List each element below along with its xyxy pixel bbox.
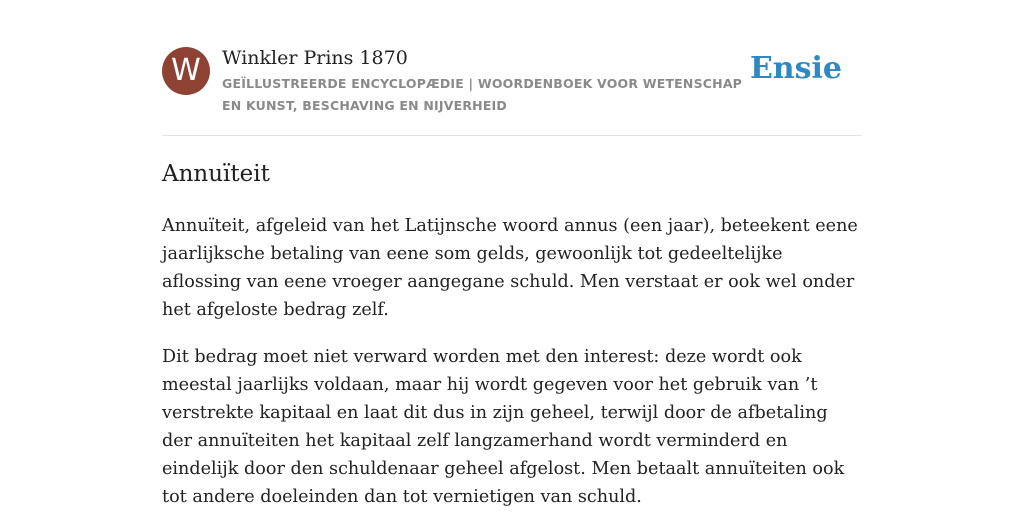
ensie-logo[interactable]: Ensie <box>749 51 842 86</box>
article-title: Annuïteit <box>162 161 270 187</box>
header-divider <box>162 135 862 136</box>
source-title[interactable]: Winkler Prins 1870 <box>222 47 408 69</box>
source-subtitle: GEÏLLUSTREERDE ENCYCLOPÆDIE | WOORDENBOEK VOOR WETENSCHAP EN KUNST, BESCHAVING EN NIJVERHEID <box>222 76 743 113</box>
article-body <box>162 212 862 512</box>
article-paragraph: Annuïteit, afgeleid van het Latijnsche woord annus (een jaar), beteekent eene jaarlijksche betaling van eene som gelds, gewoonlijk tot gedeeltelijke aflossing van eene vroeger aangegane schuld. Men verstaat er ook wel onder het afgeloste bedrag zelf. <box>162 216 858 320</box>
article-paragraph: Dit bedrag moet niet verward worden met den interest: deze wordt ook meestal jaarlijks voldaan, maar hij wordt gegeven voor het gebruik van ’t verstrekte kapitaal en laat dit dus in zijn geheel, terwijl door de afbetaling der annuïteiten het kapitaal zelf langzamerhand wordt verminderd en eindelijk door den schuldenaar geheel afgelost. Men betaalt annuïteiten ook tot andere doeleinden dan tot vernietigen van schuld. <box>162 347 845 507</box>
source-header <box>162 46 862 116</box>
source-avatar[interactable]: W <box>162 47 210 95</box>
